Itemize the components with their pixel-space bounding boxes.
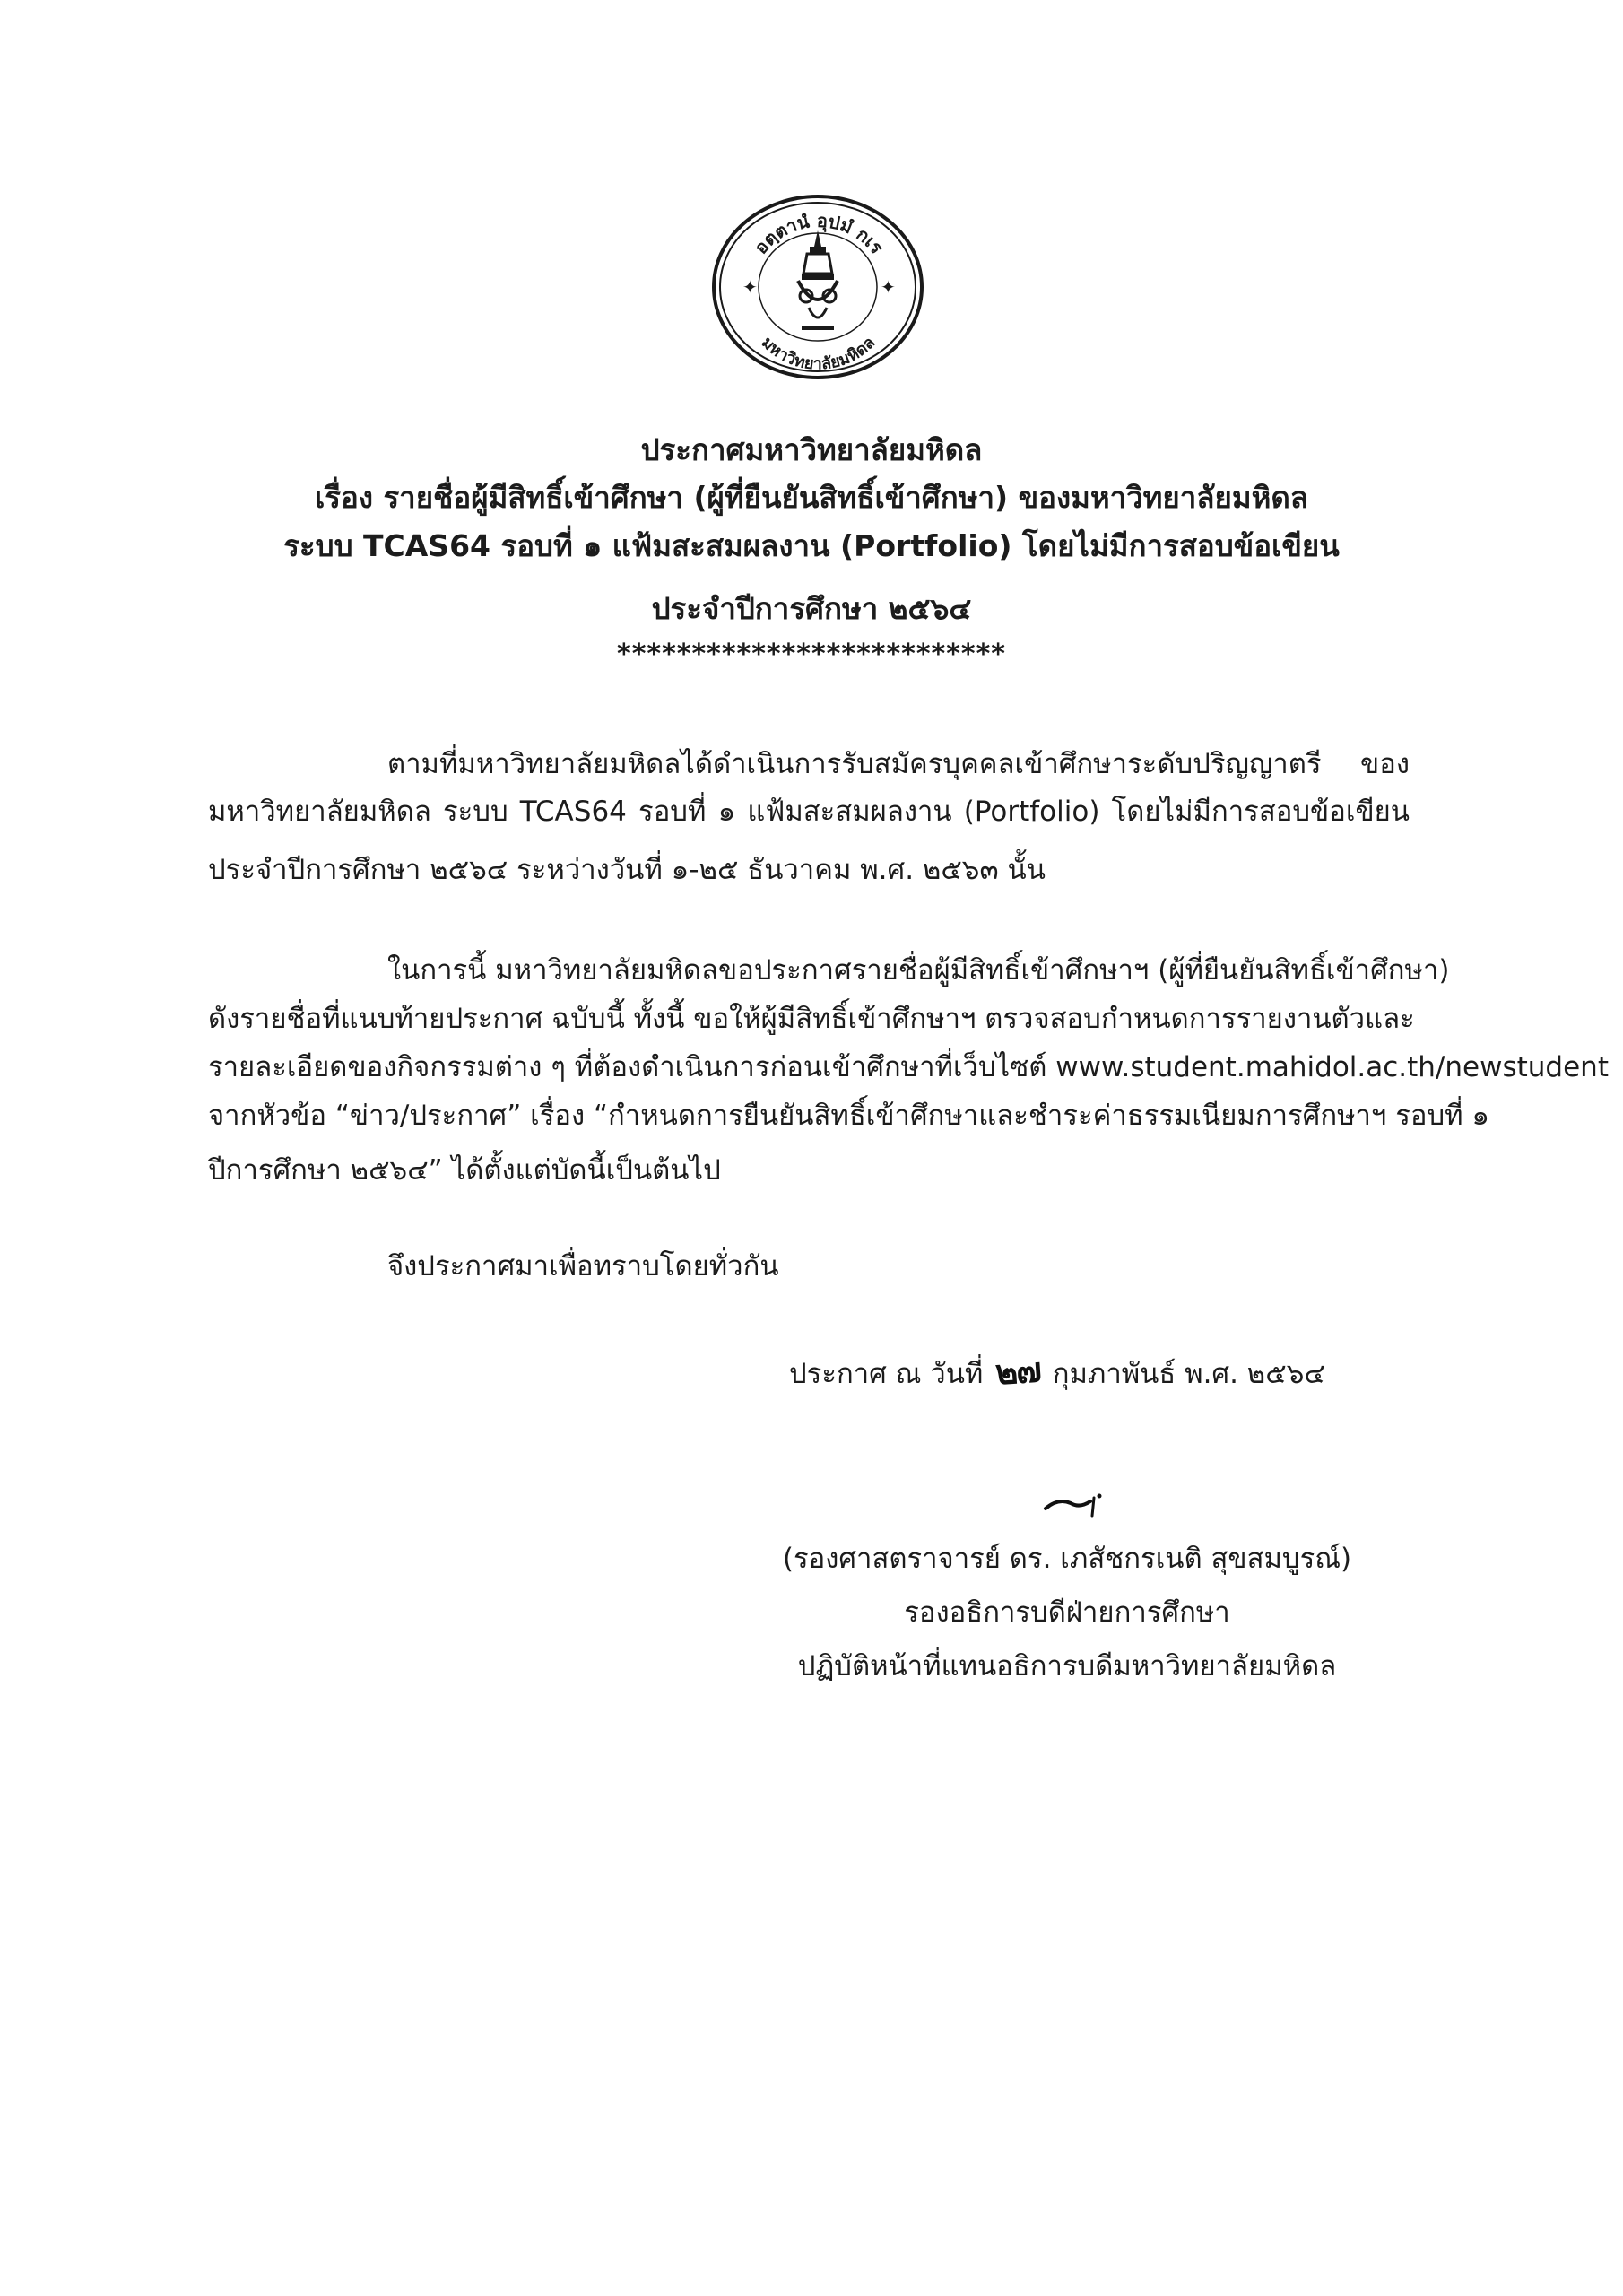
signatory-acting-position: ปฏิบัติหน้าที่แทนอธิการบดีมหาวิทยาลัยมหิดล (797, 1650, 1337, 1683)
signatory-position: รองอธิการบดีฝ่ายการศึกษา (904, 1596, 1230, 1629)
closing-line: จึงประกาศมาเพื่อทราบโดยทั่วกัน (387, 1250, 779, 1283)
para2-line3: รายละเอียดของกิจกรรมต่าง ๆ ที่ต้องดำเนินการก่อนเข้าศึกษาที่เว็บไซต์ www.student.mahidol.ac.th/newstudent (208, 1051, 1609, 1083)
para2-line4: จากหัวข้อ “ข่าว/ประกาศ” เรื่อง “กำหนดการยืนยันสิทธิ์เข้าศึกษาและชำระค่าธรรมเนียมการศึกษาฯ รอบที่ ๑ (208, 1100, 1490, 1132)
para2-line5: ปีการศึกษา ๒๕๖๔” ได้ตั้งแต่บัดนี้เป็นต้นไป (208, 1154, 721, 1187)
signatory-name: (รองศาสตราจารย์ ดร. เภสัชกรเนติ สุขสมบูรณ์) (782, 1543, 1352, 1575)
crown-emblem-icon (798, 230, 838, 330)
star-left-icon: ✦ (742, 276, 758, 298)
announcement-date (789, 1344, 1325, 1398)
announcement-title: ประกาศมหาวิทยาลัยมหิดล (640, 432, 983, 467)
svg-text:มหาวิทยาลัยมหิดล (758, 333, 879, 373)
subject-line-2: ระบบ TCAS64 รอบที่ ๑ แฟ้มสะสมผลงาน (Portfolio) โดยไม่มีการสอบข้อเขียน (283, 528, 1340, 563)
star-right-icon: ✦ (881, 276, 896, 298)
para2-line2: ดังรายชื่อที่แนบท้ายประกาศ ฉบับนี้ ทั้งนี้ ขอให้ผู้มีสิทธิ์เข้าศึกษาฯ ตรวจสอบกำหนดการรายงานตัวและ (208, 1003, 1415, 1035)
date-suffix: กุมภาพันธ์ พ.ศ. ๒๕๖๔ (1052, 1358, 1325, 1390)
subject-line: เรื่อง รายชื่อผู้มีสิทธิ์เข้าศึกษา (ผู้ที่ยืนยันสิทธิ์เข้าศึกษา) ของมหาวิทยาลัยมหิดล (315, 480, 1308, 515)
para1-line3: ประจำปีการศึกษา ๒๕๖๔ ระหว่างวันที่ ๑-๒๕ ธันวาคม พ.ศ. ๒๕๖๓ นั้น (208, 854, 1046, 886)
separator-stars: ************************** (617, 639, 1006, 670)
signature-mark (1040, 1489, 1112, 1525)
para1-line2: มหาวิทยาลัยมหิดล ระบบ TCAS64 รอบที่ ๑ แฟ้มสะสมผลงาน (Portfolio) โดยไม่มีการสอบข้อเขียน (208, 796, 1410, 828)
seal-bottom-text: มหาวิทยาลัยมหิดล (757, 333, 880, 374)
seal-top-text: อตฺตานํ อุปมํ กเร (750, 209, 888, 258)
university-seal-logo (708, 193, 928, 381)
para2-line1: ในการนี้ มหาวิทยาลัยมหิดลขอประกาศรายชื่อผู้มีสิทธิ์เข้าศึกษาฯ (ผู้ที่ยืนยันสิทธิ์เข้าศึกษา) (387, 954, 1450, 987)
academic-year-line: ประจำปีการศึกษา ๒๕๖๔ (651, 591, 972, 626)
date-prefix: ประกาศ ณ วันที่ (789, 1358, 984, 1390)
handwritten-day: ๒๗ (994, 1349, 1042, 1393)
para1-line1: ตามที่มหาวิทยาลัยมหิดลได้ดำเนินการรับสมัครบุคคลเข้าศึกษาระดับปริญญาตรี ของ (387, 748, 1410, 780)
